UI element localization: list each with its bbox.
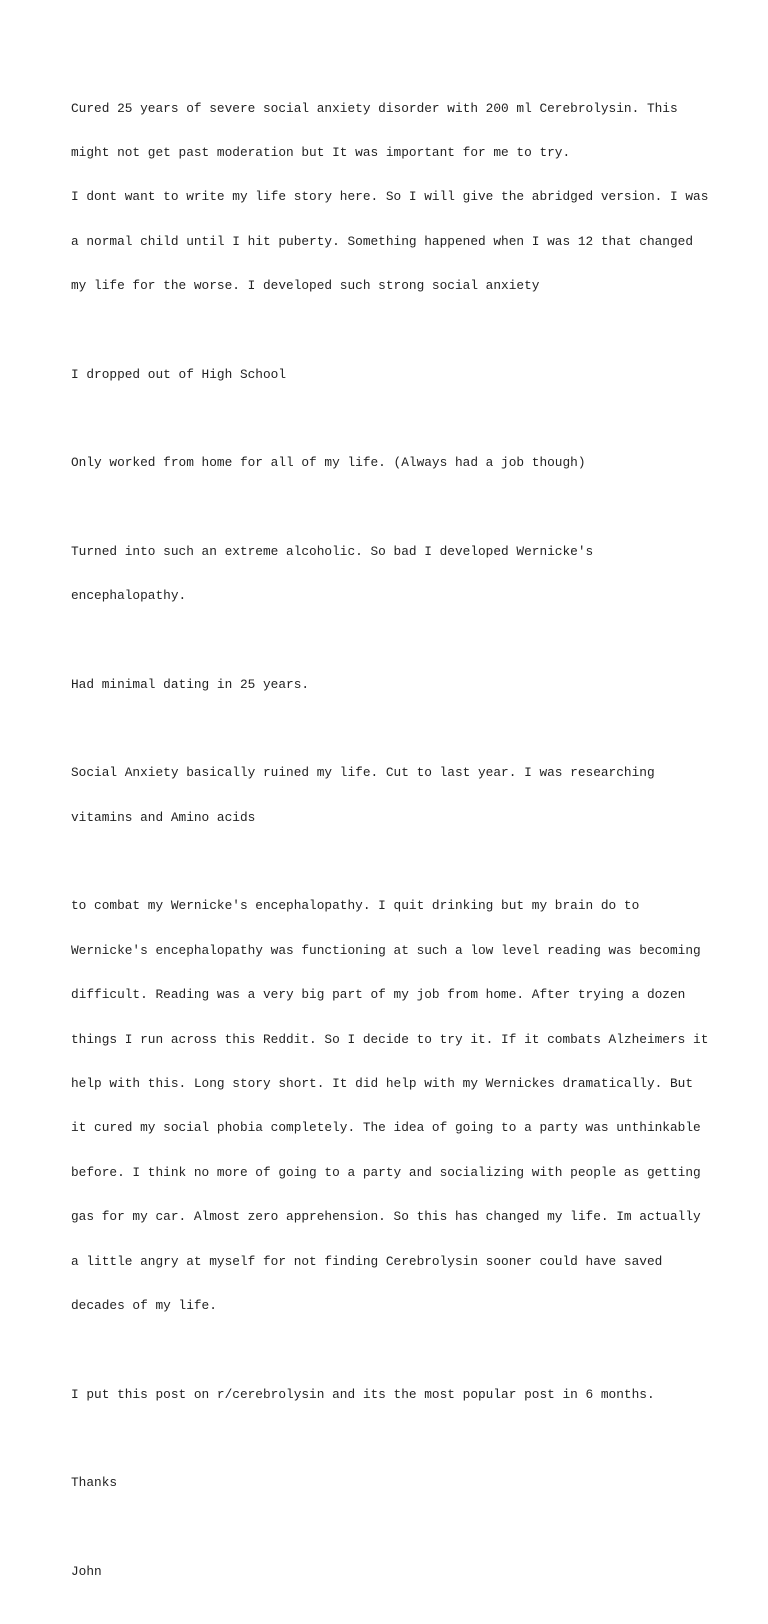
paragraph-intro	[71, 72, 711, 324]
text-line: encephalopathy.	[71, 588, 187, 604]
text-line: Thanks	[71, 1475, 118, 1491]
document-page	[71, 72, 711, 1624]
text-line: things I run across this Reddit. So I decide to try it. If it combats Alzheimers it	[71, 1031, 709, 1047]
text-line: I put this post on r/cerebrolysin and its the most popular post in 6 months.	[71, 1386, 655, 1402]
text-line: to combat my Wernicke's encephalopathy. I quit drinking but my brain do to	[71, 898, 640, 914]
paragraph-research	[71, 737, 711, 855]
text-line: before. I think no more of going to a party and socializing with people as getting	[71, 1164, 701, 1180]
text-line: John	[71, 1563, 102, 1579]
text-line: Wernicke's encephalopathy was functioning at such a low level reading was becoming	[71, 942, 701, 958]
text-line: Turned into such an extreme alcoholic. So bad I developed Wernicke's	[71, 543, 594, 559]
paragraph-post-note	[71, 1358, 711, 1432]
paragraph-thanks	[71, 1446, 711, 1520]
text-line: a little angry at myself for not finding Cerebrolysin sooner could have saved	[71, 1253, 663, 1269]
paragraph-high-school	[71, 338, 711, 412]
text-line: might not get past moderation but It was important for me to try.	[71, 144, 571, 160]
text-line: gas for my car. Almost zero apprehension. So this has changed my life. Im actually	[71, 1209, 701, 1225]
text-line: difficult. Reading was a very big part of my job from home. After trying a dozen	[71, 987, 686, 1003]
text-line: my life for the worse. I developed such strong social anxiety	[71, 278, 540, 294]
text-line: I dont want to write my life story here. So I will give the abridged version. I was	[71, 189, 709, 205]
text-line: Only worked from home for all of my life. (Always had a job though)	[71, 455, 586, 471]
text-line: a normal child until I hit puberty. Something happened when I was 12 that changed	[71, 233, 694, 249]
paragraph-work	[71, 427, 711, 501]
text-line: Had minimal dating in 25 years.	[71, 676, 310, 692]
text-line: vitamins and Amino acids	[71, 809, 256, 825]
text-line: decades of my life.	[71, 1297, 217, 1313]
text-line: Social Anxiety basically ruined my life. Cut to last year. I was researching	[71, 765, 655, 781]
paragraph-dating	[71, 648, 711, 722]
text-line: help with this. Long story short. It did help with my Wernickes dramatically. But	[71, 1075, 694, 1091]
paragraph-alcoholic	[71, 515, 711, 633]
text-line: Cured 25 years of severe social anxiety disorder with 200 ml Cerebrolysin. This	[71, 100, 678, 116]
paragraph-signature	[71, 1535, 711, 1609]
text-line: it cured my social phobia completely. The idea of going to a party was unthinkable	[71, 1120, 701, 1136]
text-line: I dropped out of High School	[71, 366, 287, 382]
paragraph-story	[71, 870, 711, 1344]
